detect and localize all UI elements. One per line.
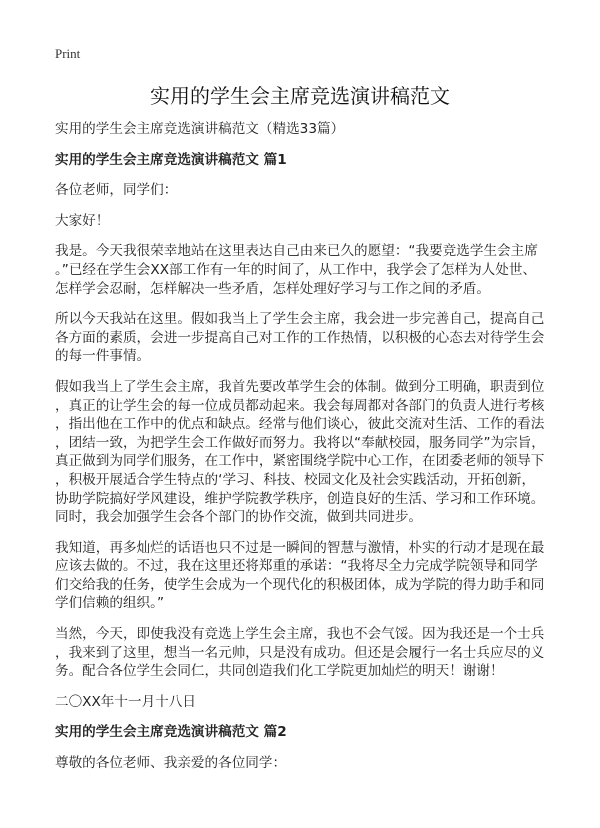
paragraph-line: 的每一件事情。 — [55, 348, 151, 365]
greeting: 各位老师，同学们： — [55, 182, 178, 199]
paragraph-line: ，真正的让学生会的每一位成员都动起来。我会每周都对各部门的负责人进行考核 — [55, 397, 545, 414]
page-title: 实用的学生会主席竞选演讲稿范文 — [150, 84, 450, 108]
paragraph — [55, 378, 545, 527]
paragraph-line: 所以今天我站在这里。假如我当上了学生会主席，我会进一步完善自己，提高自己 — [55, 311, 545, 328]
paragraph-line: ，我来到了这里，想当一名元帅，只是没有成功。但还是会履行一名士兵应尽的义 — [55, 644, 545, 661]
speech-paragraphs — [55, 242, 545, 680]
paragraph-line: 务。配合各位学生会同仁，共同创造我们化工学院更加灿烂的明天！谢谢！ — [55, 663, 504, 680]
section-heading: 实用的学生会主席竞选演讲稿范文 篇1 — [55, 151, 287, 168]
paragraph — [55, 539, 545, 613]
paragraph-line: 。”已经在学生会XX部工作有一年的时间了，从工作中，我学会了怎样为人处世、 — [55, 261, 537, 278]
print-label: Print — [55, 46, 81, 61]
paragraph-line: 我是。今天我很荣幸地站在这里表达自己由来已久的愿望：“我要竞选学生会主席 — [55, 243, 538, 260]
paragraph-line: 我知道，再多灿烂的话语也只不过是一瞬间的智慧与激情，朴实的行动才是现在最 — [55, 539, 545, 556]
paragraph — [55, 242, 545, 298]
date: 二〇XX年十一月十八日 — [55, 693, 196, 710]
paragraph-line: 同时，我会加强学生会各个部门的协作交流，做到共同进步。 — [55, 509, 423, 526]
greeting: 尊敬的各位老师、我亲爱的各位同学： — [55, 755, 287, 772]
paragraph-line: 们交给我的任务，使学生会成为一个现代化的积极团体，成为学院的得力助手和同 — [55, 576, 545, 593]
salutation: 大家好！ — [55, 212, 110, 229]
paragraph — [55, 310, 545, 366]
paragraph-line: 各方面的素质，会进一步提高自己对工作的工作热情，以积极的心态去对待学生会 — [55, 329, 545, 346]
paragraph — [55, 625, 545, 681]
paragraph-line: 应该去做的。不过，我在这里还将郑重的承诺：“我将尽全力完成学院领导和同学 — [55, 558, 538, 575]
paragraph-line: ，团结一致，为把学生会工作做好而努力。我将以“奉献校园，服务同学”为宗旨， — [55, 434, 545, 451]
paragraph-line: 真正做到为同学们服务，在工作中，紧密围绕学院中心工作，在团委老师的领导下 — [55, 453, 545, 470]
paragraph-line: 协助学院搞好学风建设，维护学院教学秩序，创造良好的生活、学习和工作环境。 — [55, 490, 545, 507]
paragraph-line: ，积极开展适合学生特点的‘学习、科技、校园文化及社会实践活动，开拓创新， — [55, 471, 536, 488]
document-body — [55, 120, 545, 785]
paragraph-line: 假如我当上了学生会主席，我首先要改革学生会的体制。做到分工明确，职责到位 — [55, 378, 545, 395]
paragraph-line: 怎样学会忍耐，怎样解决一些矛盾，怎样处理好学习与工作之间的矛盾。 — [55, 280, 490, 297]
paragraph-line: ，指出他在工作中的优点和缺点。经常与他们谈心，彼此交流对生活、工作的看法 — [55, 416, 545, 433]
document-subtitle: 实用的学生会主席竞选演讲稿范文（精选33篇） — [55, 121, 345, 137]
paragraph-line: 当然，今天，即使我没有竞选上学生会主席，我也不会气馁。因为我还是一个士兵 — [55, 626, 545, 643]
paragraph-line: 学们信赖的组织。” — [55, 595, 164, 612]
section-heading: 实用的学生会主席竞选演讲稿范文 篇2 — [55, 724, 287, 741]
